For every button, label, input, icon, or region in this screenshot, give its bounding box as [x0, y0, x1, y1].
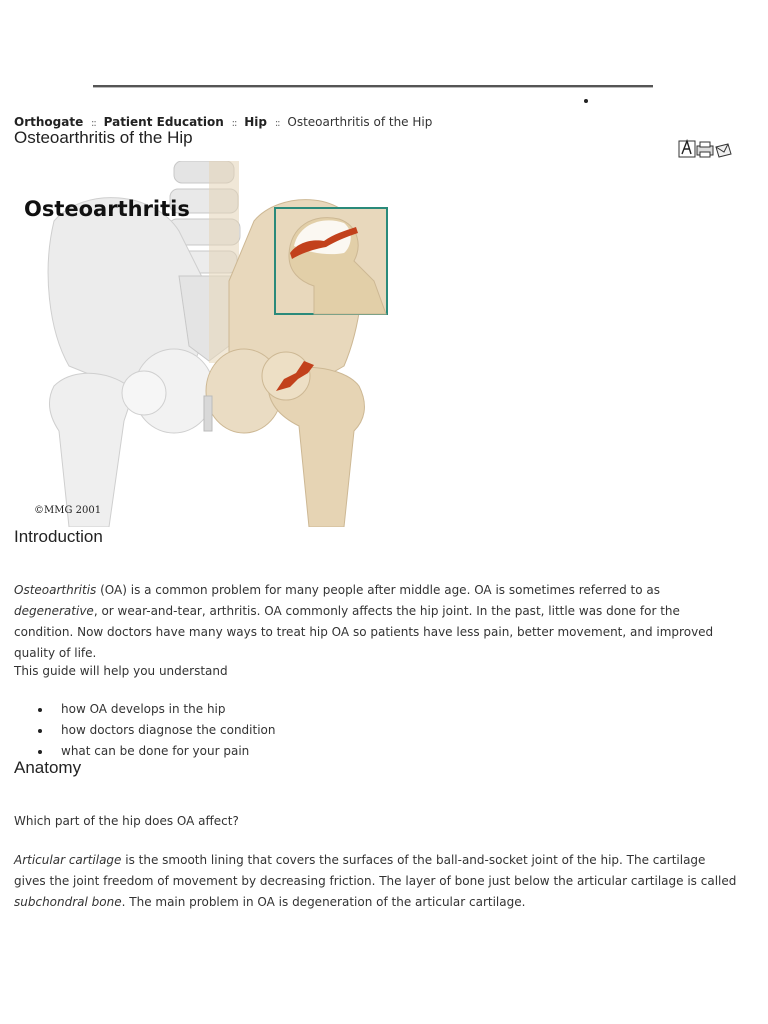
article-tools — [678, 137, 732, 159]
list-item: what can be done for your pain — [14, 741, 276, 762]
intro-text-b: , or wear-and-tear, arthritis. OA commonly affects the hip joint. In the past, little was done for the condition. Now doctors have many ways to treat hip OA so patients have less pain, better movement, and improved quality of life. — [14, 604, 714, 660]
anatomy-text-b: . The main problem in OA is degeneration of the articular cartilage. — [121, 895, 526, 909]
breadcrumb-current: Osteoarthritis of the Hip — [287, 115, 433, 129]
list-item: how doctors diagnose the condition — [14, 720, 276, 741]
figure-copyright: ©MMG 2001 — [34, 505, 102, 516]
breadcrumb-orthogate[interactable]: Orthogate — [14, 115, 84, 129]
anatomy-question: Which part of the hip does OA affect? — [14, 814, 239, 828]
anatomy-text-a: is the smooth lining that covers the surfaces of the ball-and-socket joint of the hip. The cartilage gives the joint freedom of movement by decreasing friction. The layer of bone just below the articular cartilage is called — [14, 853, 737, 888]
breadcrumb-hip[interactable]: Hip — [244, 115, 267, 129]
pdf-icon[interactable] — [679, 141, 695, 157]
print-icon[interactable] — [697, 142, 713, 157]
inset-joint-closeup — [275, 208, 387, 314]
header-dot — [584, 99, 588, 103]
term-degenerative: degenerative — [14, 604, 94, 618]
introduction-paragraph — [14, 580, 739, 664]
term-subchondral-bone: subchondral bone — [14, 895, 122, 909]
intro-text-a: (OA) is a common problem for many people after middle age. OA is sometimes referred to as — [96, 583, 661, 597]
term-articular-cartilage: Articular cartilage — [14, 853, 122, 867]
introduction-heading: Introduction — [14, 527, 103, 546]
breadcrumb-patient-education[interactable]: Patient Education — [103, 115, 224, 129]
breadcrumb-separator: :: — [231, 118, 237, 129]
anatomy-paragraph — [14, 850, 739, 913]
breadcrumb-separator: :: — [274, 118, 280, 129]
email-icon[interactable] — [716, 144, 731, 157]
term-osteoarthritis: Osteoarthritis — [14, 583, 97, 597]
figure-heading: Osteoarthritis — [24, 197, 190, 221]
anatomy-heading: Anatomy — [14, 758, 82, 777]
breadcrumb — [14, 115, 432, 129]
symphysis-illustration — [204, 396, 212, 431]
list-item: how OA develops in the hip — [14, 699, 276, 720]
breadcrumb-separator: :: — [91, 118, 96, 129]
guide-intro-text: This guide will help you understand — [14, 664, 228, 678]
page-title: Osteoarthritis of the Hip — [14, 128, 193, 147]
hip-illustration — [14, 161, 394, 527]
guide-list — [14, 699, 276, 762]
header-divider — [93, 85, 653, 88]
